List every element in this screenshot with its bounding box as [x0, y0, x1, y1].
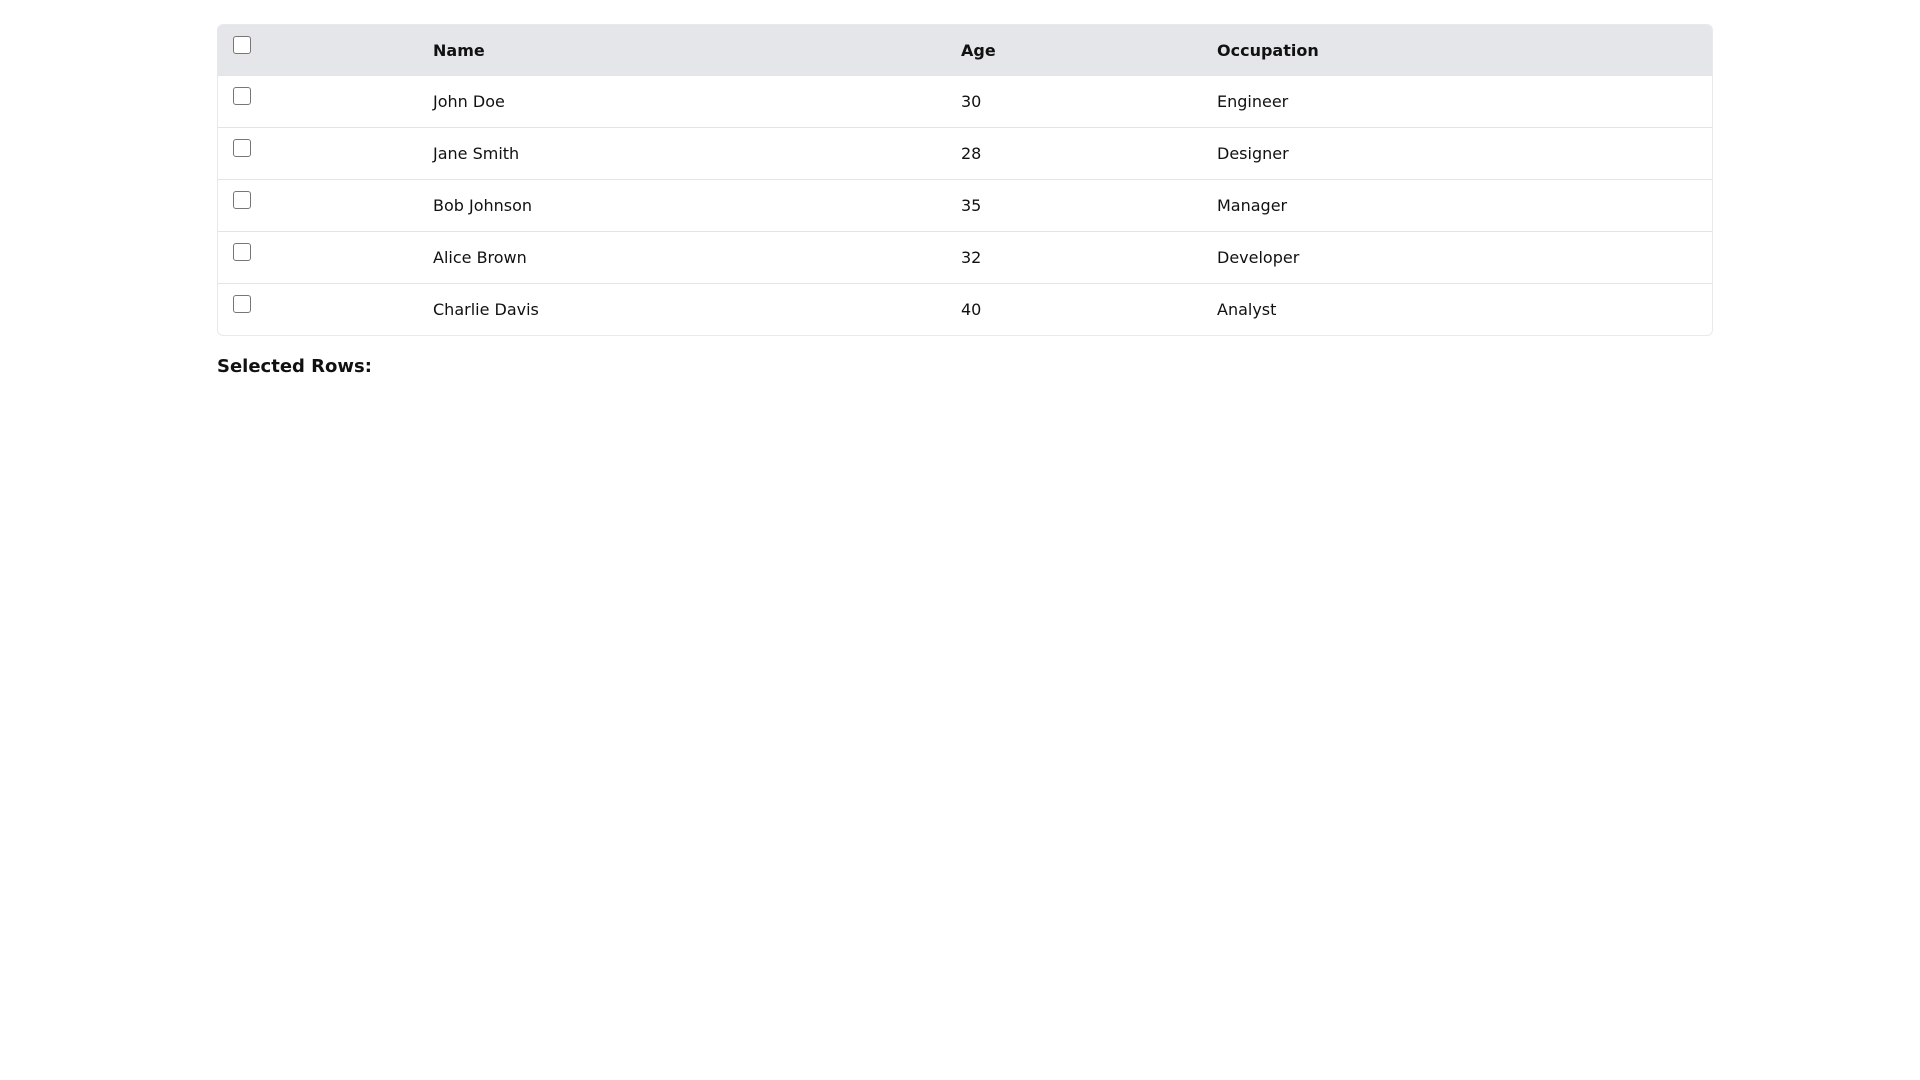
row-checkbox[interactable]	[233, 191, 251, 209]
row-checkbox[interactable]	[233, 139, 251, 157]
table-container	[217, 24, 1713, 377]
header-row	[218, 25, 1712, 75]
cell-age: 28	[961, 127, 1217, 179]
table-row[interactable]	[218, 283, 1712, 335]
cell-occupation: Manager	[1217, 179, 1712, 231]
select-all-checkbox[interactable]	[233, 36, 251, 54]
cell-occupation: Engineer	[1217, 75, 1712, 127]
cell-occupation: Designer	[1217, 127, 1712, 179]
row-select-cell	[218, 231, 433, 283]
cell-age: 35	[961, 179, 1217, 231]
data-table	[217, 24, 1713, 336]
table-row[interactable]	[218, 179, 1712, 231]
column-header-age[interactable]: Age	[961, 40, 996, 60]
cell-name: John Doe	[433, 75, 961, 127]
cell-name: Alice Brown	[433, 231, 961, 283]
row-checkbox[interactable]	[233, 295, 251, 313]
row-select-cell	[218, 127, 433, 179]
table-row[interactable]	[218, 75, 1712, 127]
table-row[interactable]	[218, 231, 1712, 283]
cell-name: Bob Johnson	[433, 179, 961, 231]
cell-occupation: Analyst	[1217, 283, 1712, 335]
row-checkbox[interactable]	[233, 243, 251, 261]
column-header-occupation[interactable]: Occupation	[1217, 40, 1319, 60]
select-all-cell	[218, 25, 433, 75]
cell-age: 32	[961, 231, 1217, 283]
cell-age: 30	[961, 75, 1217, 127]
selected-rows-label: Selected Rows:	[217, 356, 372, 377]
table-body	[218, 75, 1712, 335]
column-header-name[interactable]: Name	[433, 40, 485, 60]
cell-occupation: Developer	[1217, 231, 1712, 283]
table-header	[218, 25, 1712, 75]
row-select-cell	[218, 179, 433, 231]
row-select-cell	[218, 75, 433, 127]
cell-name: Charlie Davis	[433, 283, 961, 335]
row-select-cell	[218, 283, 433, 335]
table-row[interactable]	[218, 127, 1712, 179]
cell-name: Jane Smith	[433, 127, 961, 179]
row-checkbox[interactable]	[233, 87, 251, 105]
cell-age: 40	[961, 283, 1217, 335]
